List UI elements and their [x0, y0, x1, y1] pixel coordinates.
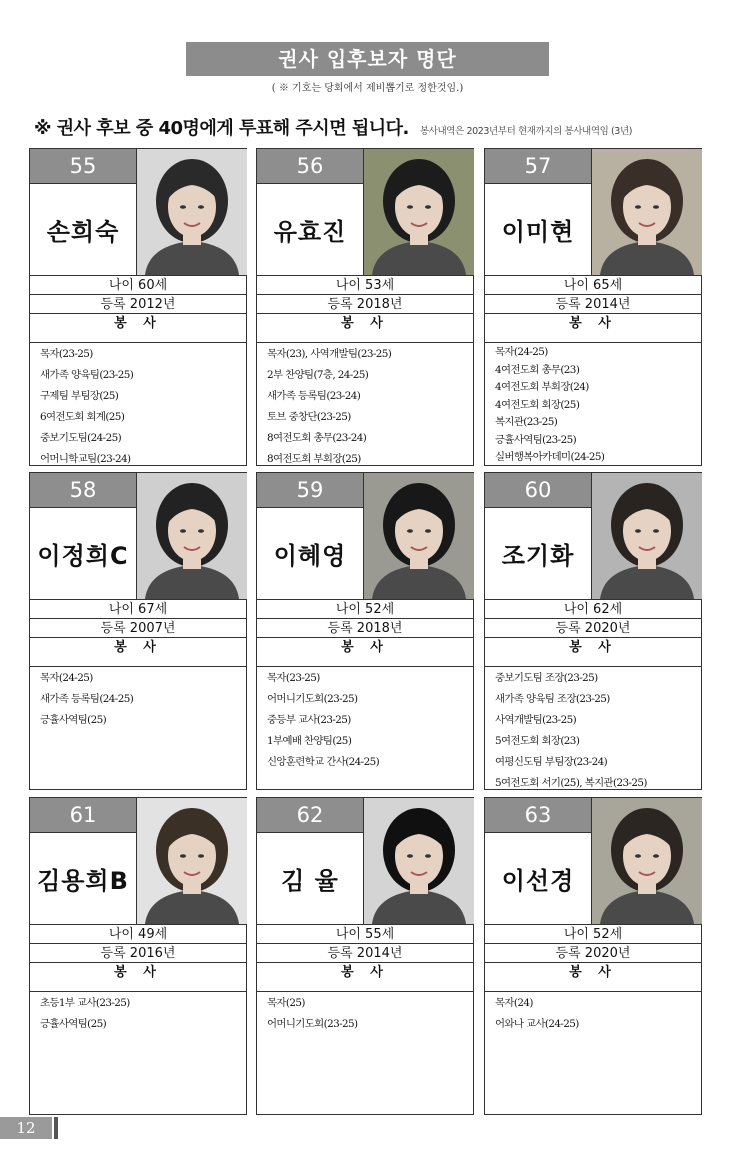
- candidate-age: 나이 55세: [257, 924, 473, 943]
- service-item: 목자(24-25): [495, 346, 548, 358]
- candidate-info: [485, 924, 701, 981]
- candidate-name: 조기화: [501, 541, 575, 570]
- title-note: ( ※ 기호는 당회에서 제비뽑기로 정한것임.): [271, 83, 464, 94]
- candidate-name: 손희숙: [46, 217, 120, 246]
- candidate-number: 63: [485, 798, 591, 833]
- service-item: 새가족 양육팀 조장(23-25): [495, 693, 610, 705]
- service-item: 여평신도팀 부팀장(23-24): [495, 756, 608, 768]
- candidate-photo: [363, 798, 474, 924]
- candidate-card: [484, 472, 702, 790]
- service-list: [30, 991, 246, 1035]
- candidate-number: 56: [257, 149, 363, 184]
- candidate-registered: 등록 2014년: [257, 943, 473, 962]
- candidate-info: [30, 924, 246, 981]
- service-list: [257, 991, 473, 1035]
- candidate-number: 61: [30, 798, 136, 833]
- candidate-card: [256, 472, 474, 790]
- candidate-card: [29, 148, 247, 466]
- candidate-number: 59: [257, 473, 363, 508]
- service-list: [30, 342, 246, 470]
- service-item: 2부 찬양팀(7층, 24-25): [267, 369, 369, 381]
- page-number: 12: [0, 1117, 52, 1139]
- service-item: 목자(24-25): [40, 672, 93, 684]
- service-item: 4여전도회 총무(23): [495, 363, 580, 376]
- service-item: 목자(23-25): [267, 672, 320, 684]
- service-item: 목자(23), 사역개발팀(23-25): [267, 348, 392, 360]
- candidate-name: 이정희C: [37, 541, 129, 570]
- service-period-note: 봉사내역은 2023년부터 현재까지의 봉사내역임 (3년): [419, 126, 633, 137]
- candidate-name: 이선경: [501, 866, 575, 895]
- candidate-registered: 등록 2016년: [30, 943, 246, 962]
- service-item: 긍휼사역팀(25): [40, 714, 107, 726]
- service-item: 6여전도회 회계(25): [40, 411, 125, 423]
- page-title: 권사 입후보자 명단: [186, 42, 549, 76]
- service-item: 복지관(23-25): [495, 416, 558, 428]
- service-item: 중보기도팀 조장(23-25): [495, 672, 598, 684]
- service-item: 목자(24): [495, 997, 533, 1009]
- candidate-photo: [363, 473, 474, 599]
- candidate-registered: 등록 2018년: [257, 618, 473, 637]
- page-number-bar: [54, 1117, 58, 1139]
- service-header: 봉 사: [485, 637, 701, 656]
- candidate-photo: [136, 798, 247, 924]
- service-item: 목자(23-25): [40, 348, 93, 360]
- candidate-photo: [363, 149, 474, 275]
- candidate-card: [256, 148, 474, 466]
- service-item: 어머니학교팀(23-24): [40, 453, 131, 465]
- candidate-number: 55: [30, 149, 136, 184]
- candidate-name: 이미현: [501, 217, 575, 246]
- candidate-card: [484, 797, 702, 1115]
- service-list: [485, 991, 701, 1035]
- vote-instruction: ※ 권사 후보 중 40명에게 투표해 주시면 됩니다.: [34, 118, 409, 139]
- candidate-card: [484, 148, 702, 466]
- candidate-name: 이혜영: [273, 541, 347, 570]
- service-item: 긍휼사역팀(25): [40, 1018, 107, 1030]
- service-item: 신앙훈련학교 간사(24-25): [267, 756, 380, 768]
- candidate-registered: 등록 2014년: [485, 294, 701, 313]
- candidate-registered: 등록 2018년: [257, 294, 473, 313]
- service-header: 봉 사: [257, 637, 473, 656]
- service-item: 새가족 등록팀(23-24): [267, 390, 361, 402]
- candidate-age: 나이 52세: [485, 924, 701, 943]
- service-item: 1부예배 찬양팀(25): [267, 735, 352, 747]
- candidate-number: 62: [257, 798, 363, 833]
- service-item: 어머니기도회(23-25): [267, 1018, 358, 1030]
- candidate-number: 57: [485, 149, 591, 184]
- service-item: 8여전도회 부회장(25): [267, 453, 361, 465]
- service-item: 초등1부 교사(23-25): [40, 997, 130, 1009]
- candidate-info: [30, 275, 246, 332]
- candidate-photo: [591, 798, 702, 924]
- service-item: 어와나 교사(24-25): [495, 1018, 579, 1030]
- candidate-card: [256, 797, 474, 1115]
- candidate-photo: [136, 473, 247, 599]
- service-item: 4여전도회 부회장(24): [495, 381, 589, 393]
- service-item: 새가족 등록팀(24-25): [40, 693, 134, 705]
- candidate-age: 나이 65세: [485, 275, 701, 294]
- candidate-name: 김 율: [281, 866, 339, 895]
- candidate-registered: 등록 2012년: [30, 294, 246, 313]
- service-item: 5여전도회 서기(25), 복지관(23-25): [495, 777, 647, 789]
- service-item: 8여전도회 총무(23-24): [267, 432, 367, 444]
- candidate-age: 나이 67세: [30, 599, 246, 618]
- candidate-photo: [591, 473, 702, 599]
- service-header: 봉 사: [30, 962, 246, 981]
- candidate-number: 58: [30, 473, 136, 508]
- service-item: 어머니기도회(23-25): [267, 693, 358, 705]
- service-list: [257, 666, 473, 773]
- service-item: 5여전도회 회장(23): [495, 735, 580, 747]
- candidate-info: [485, 275, 701, 332]
- candidate-info: [257, 599, 473, 656]
- service-list: [257, 342, 473, 470]
- candidate-number: 60: [485, 473, 591, 508]
- candidate-age: 나이 49세: [30, 924, 246, 943]
- candidate-age: 나이 60세: [30, 275, 246, 294]
- service-header: 봉 사: [485, 962, 701, 981]
- service-item: 새가족 양육팀(23-25): [40, 369, 134, 381]
- candidate-card: [29, 797, 247, 1115]
- candidate-photo: [591, 149, 702, 275]
- service-header: 봉 사: [30, 637, 246, 656]
- candidate-age: 나이 53세: [257, 275, 473, 294]
- service-header: 봉 사: [257, 313, 473, 332]
- service-item: 토브 중창단(23-25): [267, 411, 351, 423]
- candidate-name: 유효진: [273, 217, 347, 246]
- candidate-registered: 등록 2020년: [485, 618, 701, 637]
- service-item: 사역개발팀(23-25): [495, 714, 577, 726]
- candidate-info: [30, 599, 246, 656]
- service-list: [485, 666, 701, 794]
- service-item: 목자(25): [267, 997, 305, 1009]
- candidate-registered: 등록 2007년: [30, 618, 246, 637]
- candidate-age: 나이 52세: [257, 599, 473, 618]
- candidate-photo: [136, 149, 247, 275]
- candidate-name: 김용희B: [37, 866, 129, 895]
- service-header: 봉 사: [485, 313, 701, 332]
- service-item: 중등부 교사(23-25): [267, 714, 351, 726]
- service-item: 중보기도팀(24-25): [40, 432, 122, 444]
- service-item: 구제팀 부팀장(25): [40, 390, 119, 402]
- service-list: [485, 342, 701, 467]
- service-item: 4여전도회 회장(25): [495, 398, 580, 411]
- service-header: 봉 사: [30, 313, 246, 332]
- candidate-registered: 등록 2020년: [485, 943, 701, 962]
- instruction-line: [34, 114, 724, 140]
- service-item: 실버행복아카데미(24-25): [495, 451, 605, 463]
- candidate-info: [485, 599, 701, 656]
- service-item: 긍휼사역팀(23-25): [495, 433, 577, 446]
- candidate-card: [29, 472, 247, 790]
- candidate-info: [257, 275, 473, 332]
- candidate-info: [257, 924, 473, 981]
- service-header: 봉 사: [257, 962, 473, 981]
- service-list: [30, 666, 246, 731]
- candidate-age: 나이 62세: [485, 599, 701, 618]
